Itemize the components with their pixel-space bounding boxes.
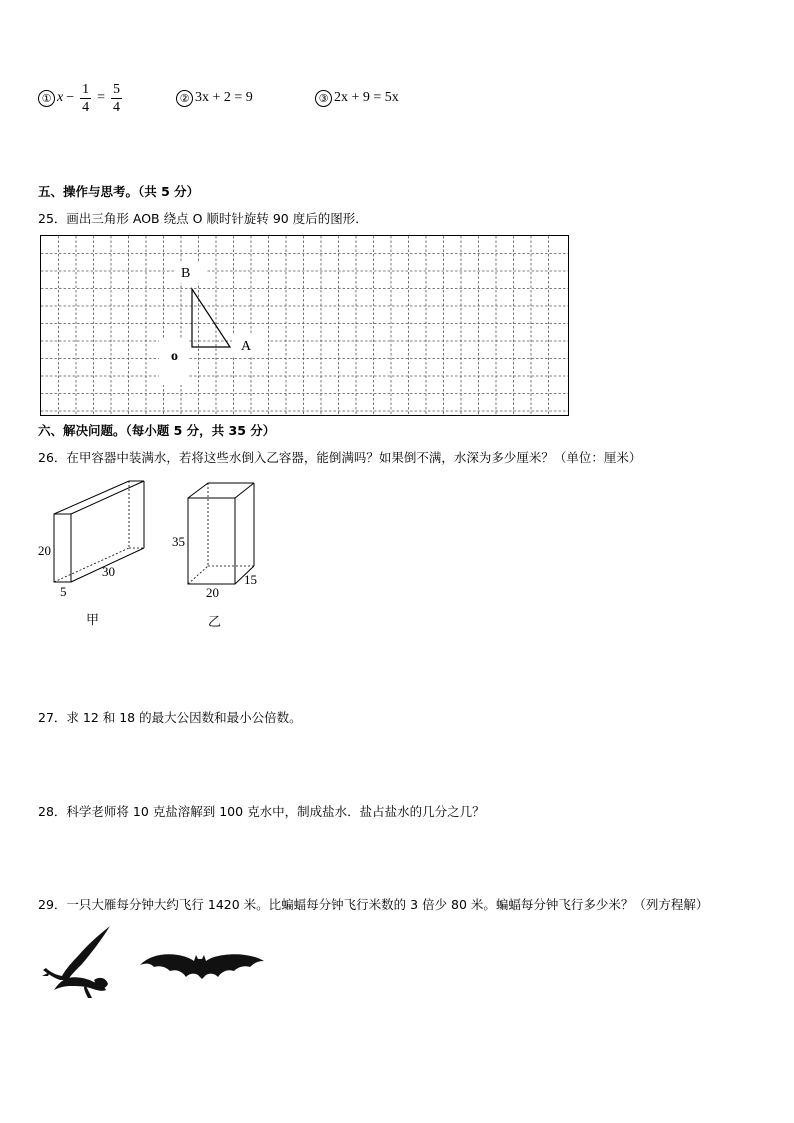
grid-lines bbox=[41, 236, 568, 414]
section-6-title: 六、解决问题。（每小题 5 分，共 35 分） bbox=[38, 423, 276, 438]
equation-text: 3x + 2 = 9 bbox=[195, 90, 253, 105]
equation-number: ① bbox=[38, 90, 55, 107]
equation-number: ② bbox=[176, 90, 193, 107]
section-5-title: 五、操作与思考。（共 5 分） bbox=[38, 184, 200, 199]
triangle-aob bbox=[192, 289, 230, 347]
jia-name: 甲 bbox=[86, 613, 100, 628]
jia-length-label: 30 bbox=[102, 564, 115, 579]
question-27: 27．求 12 和 18 的最大公因数和最小公倍数。 bbox=[38, 710, 302, 725]
yi-height-label: 35 bbox=[172, 534, 185, 549]
jia-width-label: 5 bbox=[60, 584, 67, 599]
yi-width-label: 20 bbox=[206, 585, 219, 600]
bat-image bbox=[138, 945, 268, 985]
question-25: 25．画出三角形 AOB 绕点 O 顺时针旋转 90 度后的图形． bbox=[38, 211, 368, 226]
label-a: A bbox=[241, 339, 252, 354]
grid-paper bbox=[40, 235, 569, 416]
question-29: 29．一只大雁每分钟大约飞行 1420 米。比蝙蝠每分钟飞行米数的 3 倍少 80 米。蝙蝠每分钟飞行多少米？（列方程解） bbox=[38, 897, 709, 912]
jia-height-label: 20 bbox=[38, 543, 51, 558]
equation-text: 2x + 9 = 5x bbox=[334, 90, 399, 105]
goose-image bbox=[40, 924, 120, 1000]
label-b: B bbox=[181, 266, 191, 281]
question-28: 28．科学老师将 10 克盐溶解到 100 克水中，制成盐水．盐占盐水的几分之几？ bbox=[38, 804, 485, 819]
equation-2 bbox=[176, 76, 253, 120]
equation-3 bbox=[315, 76, 399, 120]
container-jia-figure bbox=[36, 478, 156, 628]
container-yi-figure bbox=[168, 478, 268, 628]
fraction: $\frac{1}{4}$ bbox=[82, 81, 90, 115]
label-o: o bbox=[171, 349, 178, 364]
equation-number: ③ bbox=[315, 90, 332, 107]
fraction: $\frac{5}{4}$ bbox=[113, 81, 121, 115]
equation-1: ① x − $\frac{1}{4}$ = $\frac{5}{4}$ bbox=[38, 76, 125, 120]
question-26: 26．在甲容器中装满水，若将这些水倒入乙容器，能倒满吗？如果倒不满，水深为多少厘米？（单位：厘米） bbox=[38, 450, 642, 465]
yi-name: 乙 bbox=[208, 615, 222, 628]
yi-depth-label: 15 bbox=[244, 572, 257, 587]
